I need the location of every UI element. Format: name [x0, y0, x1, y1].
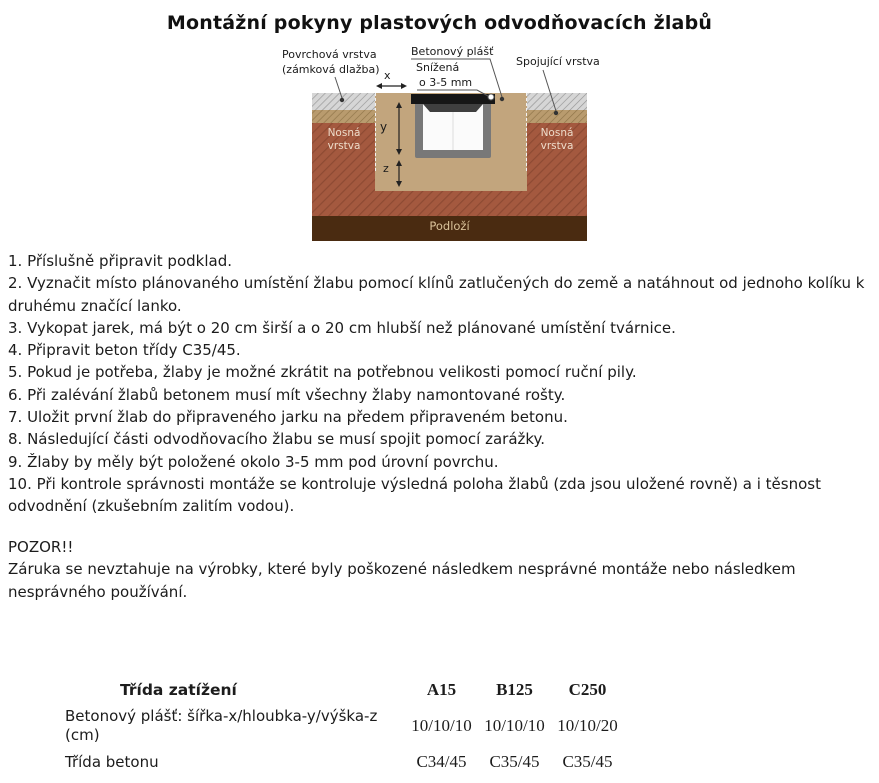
- instruction-step: 2. Vyznačit místo plánovaného umístění žlabu pomocí klínů zatlučených do země a natáhnout od jednoho kolíku k druhému značící lanko.: [8, 274, 865, 315]
- label-lowered-line1: Snížená: [416, 61, 460, 74]
- installation-cross-section-diagram: [280, 46, 602, 246]
- page-title: Montážní pokyny plastových odvodňovacích žlabů: [166, 12, 713, 34]
- label-lowered-line2: o 3-5 mm: [419, 76, 473, 89]
- table-header-label: Třída zatížení: [120, 680, 237, 699]
- label-bearing-layer-right: [529, 127, 585, 153]
- table-row-label-concrete-class: Třída betonu: [65, 752, 159, 771]
- instruction-list: [8, 250, 866, 518]
- label-surface-layer-line1: Povrchová vrstva: [282, 48, 377, 61]
- table-column-a15: A15: [426, 680, 457, 699]
- dim-x-arrowhead-right: [401, 83, 407, 89]
- table-row-label-concrete-shell: Betonový plášť: šířka-x/hloubka-y/výška-z (cm): [65, 707, 378, 744]
- table-cell: C34/45: [416, 752, 467, 771]
- instruction-step: 4. Připravit beton třídy C35/45.: [8, 341, 241, 360]
- label-subsoil: Podloží: [429, 219, 470, 233]
- instruction-step: 3. Vykopat jarek, má být o 20 cm širší a o 20 cm hlubší než plánované umístění tvárnice.: [8, 318, 676, 337]
- warning-text: Záruka se nevztahuje na výrobky, které byly poškozené následkem nesprávné montáže nebo následkem nesprávného používání.: [8, 560, 796, 601]
- label-connecting-layer: Spojující vrstva: [516, 55, 600, 68]
- instruction-step: 10. Při kontrole správnosti montáže se kontroluje výsledná poloha žlabů (zda jsou uložené rovně) a i těsnost odvodnění (zkušebním zalitím vodou).: [8, 474, 821, 516]
- instruction-step: 5. Pokud je potřeba, žlaby je možné zkrátit na potřebnou velikosti pomocí ruční pily.: [8, 363, 637, 382]
- leader-connecting-dot: [554, 111, 558, 115]
- connecting-layer-left-shape: [312, 110, 375, 123]
- leader-lowered-circle: [488, 94, 494, 100]
- instruction-step: 7. Uložit první žlab do připraveného jarku na předem připraveném betonu.: [8, 408, 568, 427]
- table-cell: 10/10/20: [557, 716, 618, 735]
- grate-underside-shape: [423, 104, 483, 112]
- table-column-b125: B125: [496, 680, 533, 699]
- table-cell: 10/10/10: [484, 716, 545, 735]
- leader-concrete-dot: [500, 97, 504, 101]
- table-cell: C35/45: [562, 752, 613, 771]
- leader-surface-dot: [340, 98, 344, 102]
- grate-shape: [411, 94, 495, 104]
- label-dim-z: z: [383, 162, 389, 175]
- instruction-step: 1. Příslušně připravit podklad.: [8, 252, 232, 270]
- label-bearing-layer-left: [316, 127, 372, 153]
- label-dim-x: x: [384, 69, 391, 82]
- label-bearing-right-line1: Nosná: [540, 127, 574, 139]
- surface-layer-right-shape: [527, 93, 587, 110]
- load-class-table: [65, 680, 624, 772]
- instruction-step: 6. Při zalévání žlabů betonem musí mít všechny žlaby namontované rošty.: [8, 385, 566, 404]
- label-bearing-right-line2: vrstva: [540, 140, 574, 152]
- table-cell: C35/45: [489, 752, 540, 771]
- label-bearing-left-line1: Nosná: [327, 127, 361, 139]
- table-cell: 10/10/10: [411, 716, 472, 735]
- warning-section: [8, 536, 866, 603]
- label-concrete-shell: Betonový plášť: [411, 45, 494, 58]
- label-bearing-left-line2: vrstva: [327, 140, 361, 152]
- label-surface-layer-line2: (zámková dlažba): [282, 63, 380, 76]
- label-dim-y: y: [380, 120, 388, 134]
- instruction-step: 8. Následující části odvodňovacího žlabu se musí spojit pomocí zarážky.: [8, 430, 546, 449]
- warning-heading: POZOR!!: [8, 538, 74, 556]
- instruction-step: 9. Žlaby by měly být položené okolo 3-5 mm pod úrovní povrchu.: [8, 452, 499, 471]
- table-column-c250: C250: [568, 680, 607, 699]
- dim-x-arrowhead-left: [376, 83, 382, 89]
